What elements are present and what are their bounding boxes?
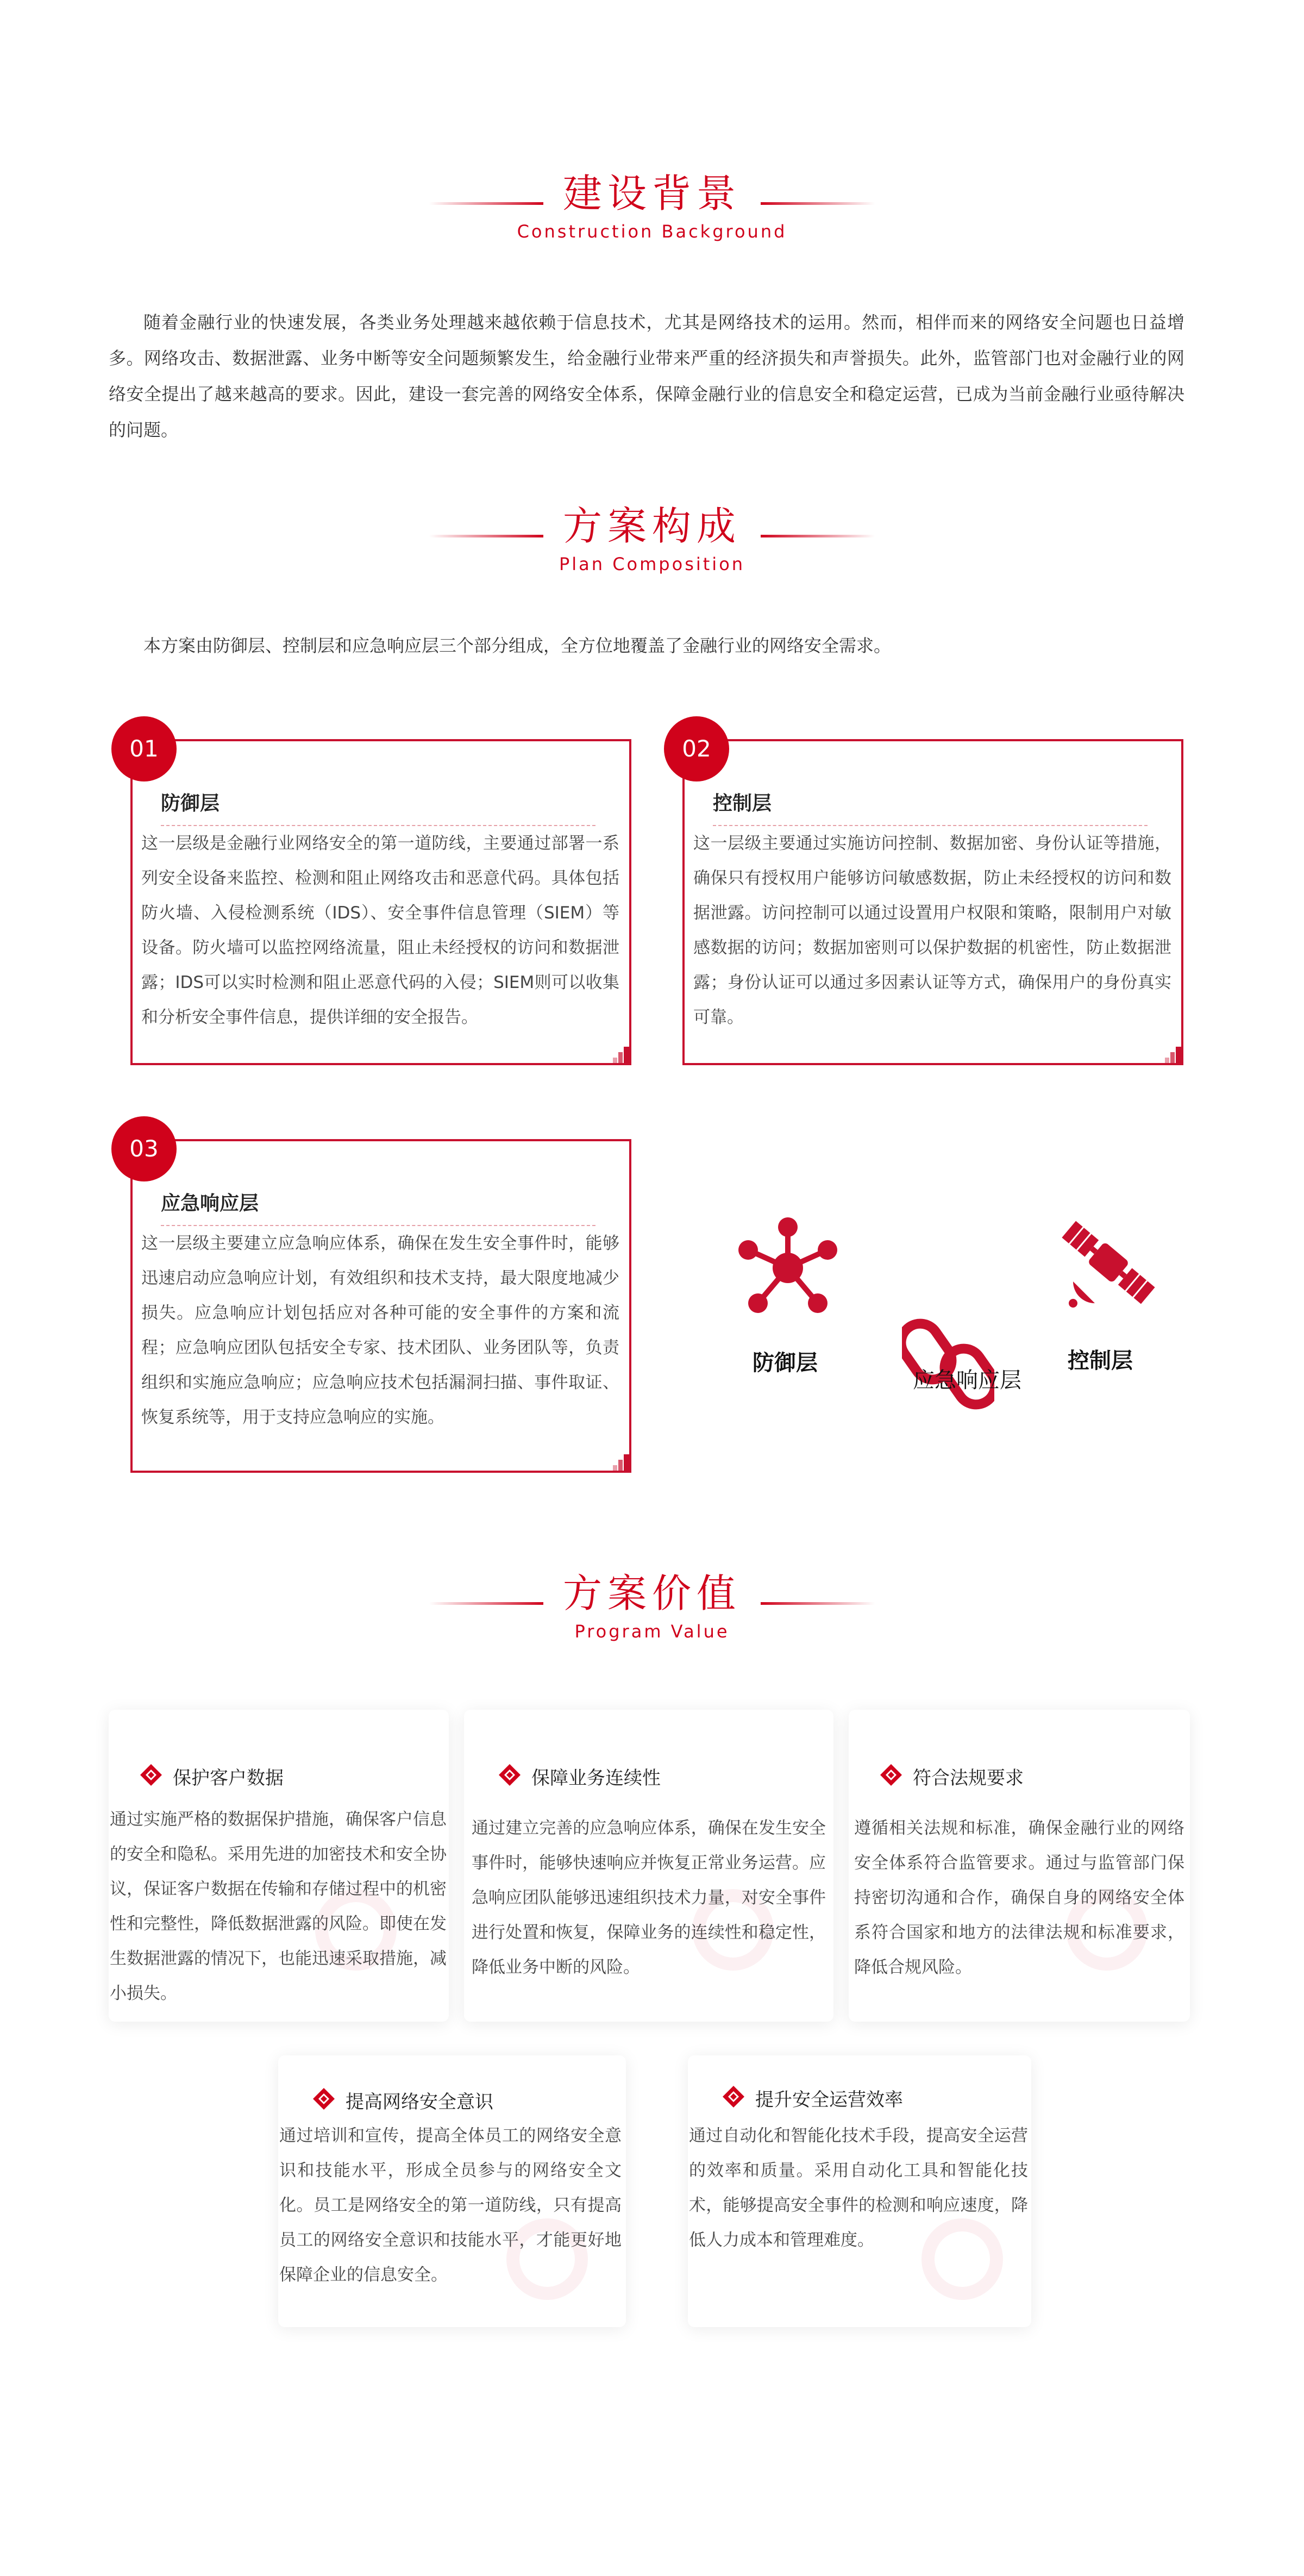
value-card	[278, 2055, 626, 2327]
satellite-icon	[1051, 1205, 1165, 1320]
card-title: 保护客户数据	[173, 1767, 284, 1789]
card-title: 保障业务连续性	[531, 1767, 661, 1789]
layer-title: 控制层	[713, 792, 772, 815]
diamond-icon	[499, 1764, 521, 1786]
layer-title: 防御层	[161, 792, 220, 815]
composition-intro: 本方案由防御层、控制层和应急响应层三个部分组成，全方位地覆盖了金融行业的网络安全需求。	[143, 635, 892, 656]
card-title: 提高网络安全意识	[346, 2091, 493, 2113]
layer-text: 这一层级是金融行业网络安全的第一道防线，主要通过部署一系列安全设备来监控、检测和阻止网络攻击和恶意代码。具体包括防火墙、入侵检测系统（IDS）、安全事件信息管理（SIEM）等设备。防火墙可以监控网络流量，阻止未经授权的访问和数据泄露；IDS可以实时检测和阻止恶意代码的入侵；SIEM则可以收集和分析安全事件信息，提供详细的安全报告。	[141, 834, 619, 1027]
value-card	[688, 2055, 1031, 2327]
layer-card-defense	[130, 739, 631, 1065]
section-heading-value	[0, 1567, 1304, 1643]
diagram-label-control: 控制层	[1068, 1348, 1133, 1373]
background-paragraph: 随着金融行业的快速发展，各类业务处理越来越依赖于信息技术，尤其是网络技术的运用。然而，相伴而来的网络安全问题也日益增多。网络攻击、数据泄露、业务中断等安全问题频繁发生，给金融行业带来严重的经济损失和声誉损失。此外，监管部门也对金融行业的网络安全提出了越来越高的要求。因此，建设一套完善的网络安全体系，保障金融行业的信息安全和稳定运营，已成为当前金融行业亟待解决的问题。	[109, 312, 1184, 440]
diagram-label-emergency: 应急响应层	[913, 1368, 1021, 1393]
layer-title: 应急响应层	[161, 1192, 259, 1215]
diamond-icon	[140, 1764, 162, 1786]
diamond-icon	[880, 1764, 902, 1786]
card-text: 通过实施严格的数据保护措施，确保客户信息的安全和隐私。采用先进的加密技术和安全协议，保证客户数据在传输和存储过程中的机密性和完整性，降低数据泄露的风险。即使在发生数据泄露的情况下，也能迅速采取措施，减小损失。	[110, 1810, 447, 2003]
layer-number-badge: 03	[111, 1116, 177, 1181]
corner-mark	[613, 1047, 629, 1063]
layer-text: 这一层级主要通过实施访问控制、数据加密、身份认证等措施，确保只有授权用户能够访问敏感数据，防止未经授权的访问和数据泄露。访问控制可以通过设置用户权限和策略，限制用户对敏感数据的访问；数据加密则可以保护数据的机密性，防止数据泄露；身份认证可以通过多因素认证等方式，确保用户的身份真实可靠。	[693, 834, 1171, 1027]
value-card	[849, 1710, 1190, 2022]
corner-mark	[1165, 1047, 1181, 1063]
layer-number-badge: 01	[111, 716, 177, 781]
card-text: 遵循相关法规和标准，确保金融行业的网络安全体系符合监管要求。通过与监管部门保持密切沟通和合作，确保自身的网络安全体系符合国家和地方的法律法规和标准要求，降低合规风险。	[854, 1818, 1184, 1977]
layer-text: 这一层级主要建立应急响应体系，确保在发生安全事件时，能够迅速启动应急响应计划，有效组织和技术支持，最大限度地减少损失。应急响应计划包括应对各种可能的安全事件的方案和流程；应急响应团队包括安全专家、技术团队、业务团队等，负责组织和实施应急响应；应急响应技术包括漏洞扫描、事件取证、恢复系统等，用于支持应急响应的实施。	[141, 1234, 619, 1427]
diamond-icon	[313, 2088, 335, 2110]
corner-mark	[613, 1454, 629, 1471]
network-node-icon	[736, 1216, 839, 1320]
value-card	[109, 1710, 449, 2022]
layer-card-emergency	[130, 1139, 631, 1473]
card-text: 通过自动化和智能化技术手段，提高安全运营的效率和质量。采用自动化工具和智能化技术，能够提高安全事件的检测和响应速度，降低人力成本和管理难度。	[689, 2126, 1028, 2250]
diagram-label-defense: 防御层	[753, 1350, 818, 1375]
section-heading-background	[0, 167, 1304, 243]
card-text: 通过培训和宣传，提高全体员工的网络安全意识和技能水平，形成全员参与的网络安全文化。员工是网络安全的第一道防线，只有提高员工的网络安全意识和技能水平，才能更好地保障企业的信息安全。	[279, 2126, 622, 2285]
section-subtitle: Plan Composition	[559, 554, 745, 574]
section-title: 方案构成	[562, 503, 741, 549]
card-title: 提升安全运营效率	[755, 2089, 903, 2111]
section-subtitle: Program Value	[574, 1621, 730, 1642]
section-title: 建设背景	[562, 171, 741, 216]
layer-card-control	[682, 739, 1183, 1065]
section-subtitle: Construction Background	[517, 221, 787, 242]
section-heading-composition	[0, 500, 1304, 576]
section-title: 方案价值	[562, 1571, 741, 1616]
value-card	[464, 1710, 833, 2022]
card-text: 通过建立完善的应急响应体系，确保在发生安全事件时，能够快速响应并恢复正常业务运营。应急响应团队能够迅速组织技术力量，对安全事件进行处置和恢复，保障业务的连续性和稳定性，降低业务中断的风险。	[472, 1818, 826, 1977]
layer-number-badge: 02	[664, 716, 729, 781]
card-title: 符合法规要求	[913, 1767, 1024, 1789]
diamond-icon	[723, 2086, 744, 2108]
